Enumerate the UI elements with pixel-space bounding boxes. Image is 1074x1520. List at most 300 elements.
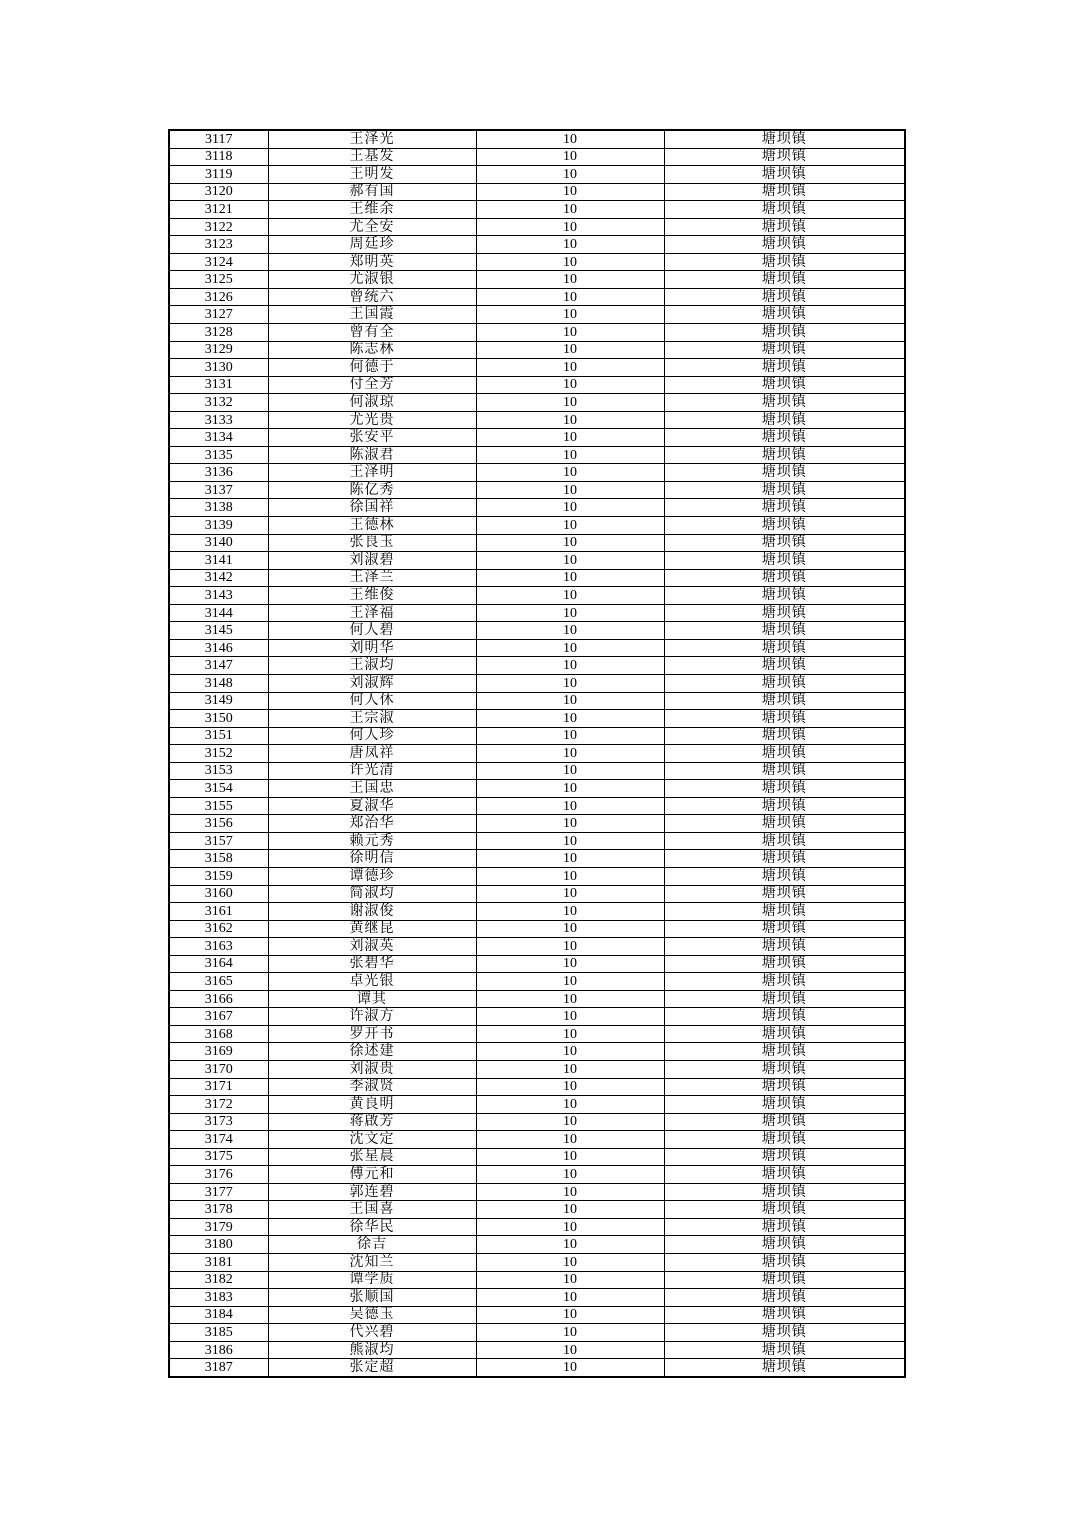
table-row xyxy=(169,1359,905,1377)
table-row xyxy=(169,464,905,482)
row-number-cell: 3133 xyxy=(169,411,268,429)
town-cell: 塘坝镇 xyxy=(664,306,905,324)
amount-cell: 10 xyxy=(476,1254,664,1272)
table-row xyxy=(169,1341,905,1359)
amount-cell: 10 xyxy=(476,903,664,921)
row-number-cell: 3118 xyxy=(169,148,268,166)
town-cell: 塘坝镇 xyxy=(664,973,905,991)
table-row xyxy=(169,411,905,429)
name-cell: 罗开书 xyxy=(268,1025,476,1043)
row-number-cell: 3125 xyxy=(169,271,268,289)
name-cell: 代兴碧 xyxy=(268,1324,476,1342)
table-row xyxy=(169,1113,905,1131)
town-cell: 塘坝镇 xyxy=(664,674,905,692)
row-number-cell: 3166 xyxy=(169,990,268,1008)
row-number-cell: 3175 xyxy=(169,1148,268,1166)
table-row xyxy=(169,727,905,745)
row-number-cell: 3146 xyxy=(169,639,268,657)
row-number-cell: 3176 xyxy=(169,1166,268,1184)
town-cell: 塘坝镇 xyxy=(664,1359,905,1377)
town-cell: 塘坝镇 xyxy=(664,587,905,605)
name-cell: 王淑均 xyxy=(268,657,476,675)
town-cell: 塘坝镇 xyxy=(664,1096,905,1114)
row-number-cell: 3174 xyxy=(169,1131,268,1149)
town-cell: 塘坝镇 xyxy=(664,130,905,148)
row-number-cell: 3126 xyxy=(169,288,268,306)
amount-cell: 10 xyxy=(476,973,664,991)
town-cell: 塘坝镇 xyxy=(664,710,905,728)
amount-cell: 10 xyxy=(476,850,664,868)
town-cell: 塘坝镇 xyxy=(664,1289,905,1307)
table-row xyxy=(169,674,905,692)
table-row xyxy=(169,938,905,956)
row-number-cell: 3150 xyxy=(169,710,268,728)
table-row xyxy=(169,692,905,710)
town-cell: 塘坝镇 xyxy=(664,990,905,1008)
town-cell: 塘坝镇 xyxy=(664,1341,905,1359)
amount-cell: 10 xyxy=(476,429,664,447)
name-cell: 夏淑华 xyxy=(268,797,476,815)
amount-cell: 10 xyxy=(476,306,664,324)
name-cell: 陈亿秀 xyxy=(268,481,476,499)
table-row xyxy=(169,885,905,903)
amount-cell: 10 xyxy=(476,1131,664,1149)
amount-cell: 10 xyxy=(476,1201,664,1219)
amount-cell: 10 xyxy=(476,920,664,938)
row-number-cell: 3140 xyxy=(169,534,268,552)
amount-cell: 10 xyxy=(476,1341,664,1359)
amount-cell: 10 xyxy=(476,394,664,412)
town-cell: 塘坝镇 xyxy=(664,253,905,271)
amount-cell: 10 xyxy=(476,780,664,798)
table-row xyxy=(169,1201,905,1219)
amount-cell: 10 xyxy=(476,1271,664,1289)
amount-cell: 10 xyxy=(476,236,664,254)
amount-cell: 10 xyxy=(476,1306,664,1324)
town-cell: 塘坝镇 xyxy=(664,657,905,675)
amount-cell: 10 xyxy=(476,288,664,306)
town-cell: 塘坝镇 xyxy=(664,938,905,956)
name-cell: 曾统六 xyxy=(268,288,476,306)
name-cell: 郝有国 xyxy=(268,183,476,201)
row-number-cell: 3173 xyxy=(169,1113,268,1131)
row-number-cell: 3143 xyxy=(169,587,268,605)
town-cell: 塘坝镇 xyxy=(664,1060,905,1078)
table-row xyxy=(169,1148,905,1166)
town-cell: 塘坝镇 xyxy=(664,429,905,447)
name-cell: 徐华民 xyxy=(268,1218,476,1236)
town-cell: 塘坝镇 xyxy=(664,797,905,815)
row-number-cell: 3167 xyxy=(169,1008,268,1026)
row-number-cell: 3154 xyxy=(169,780,268,798)
table-row xyxy=(169,657,905,675)
amount-cell: 10 xyxy=(476,1166,664,1184)
town-cell: 塘坝镇 xyxy=(664,955,905,973)
town-cell: 塘坝镇 xyxy=(664,1166,905,1184)
row-number-cell: 3165 xyxy=(169,973,268,991)
name-cell: 何淑琼 xyxy=(268,394,476,412)
row-number-cell: 3147 xyxy=(169,657,268,675)
table-row xyxy=(169,990,905,1008)
amount-cell: 10 xyxy=(476,166,664,184)
amount-cell: 10 xyxy=(476,341,664,359)
row-number-cell: 3121 xyxy=(169,201,268,219)
amount-cell: 10 xyxy=(476,867,664,885)
table-row xyxy=(169,359,905,377)
name-cell: 付全芳 xyxy=(268,376,476,394)
table-row xyxy=(169,1218,905,1236)
amount-cell: 10 xyxy=(476,411,664,429)
amount-cell: 10 xyxy=(476,885,664,903)
town-cell: 塘坝镇 xyxy=(664,341,905,359)
town-cell: 塘坝镇 xyxy=(664,692,905,710)
name-cell: 徐国祥 xyxy=(268,499,476,517)
table-row xyxy=(169,1008,905,1026)
name-cell: 王基发 xyxy=(268,148,476,166)
name-cell: 王维余 xyxy=(268,201,476,219)
row-number-cell: 3144 xyxy=(169,604,268,622)
name-cell: 张良玉 xyxy=(268,534,476,552)
name-cell: 谭德珍 xyxy=(268,867,476,885)
name-cell: 许淑方 xyxy=(268,1008,476,1026)
table-row xyxy=(169,780,905,798)
row-number-cell: 3145 xyxy=(169,622,268,640)
table-row xyxy=(169,499,905,517)
town-cell: 塘坝镇 xyxy=(664,604,905,622)
amount-cell: 10 xyxy=(476,271,664,289)
table-row xyxy=(169,587,905,605)
row-number-cell: 3135 xyxy=(169,446,268,464)
table-row xyxy=(169,903,905,921)
amount-cell: 10 xyxy=(476,201,664,219)
row-number-cell: 3168 xyxy=(169,1025,268,1043)
name-cell: 傅元和 xyxy=(268,1166,476,1184)
amount-cell: 10 xyxy=(476,534,664,552)
name-cell: 尤全安 xyxy=(268,218,476,236)
name-cell: 谭学质 xyxy=(268,1271,476,1289)
table-row xyxy=(169,341,905,359)
town-cell: 塘坝镇 xyxy=(664,903,905,921)
name-cell: 许光清 xyxy=(268,762,476,780)
name-cell: 王德林 xyxy=(268,517,476,535)
row-number-cell: 3127 xyxy=(169,306,268,324)
row-number-cell: 3171 xyxy=(169,1078,268,1096)
row-number-cell: 3130 xyxy=(169,359,268,377)
name-cell: 王国喜 xyxy=(268,1201,476,1219)
name-cell: 黄继昆 xyxy=(268,920,476,938)
row-number-cell: 3178 xyxy=(169,1201,268,1219)
table-row xyxy=(169,1183,905,1201)
name-cell: 何人珍 xyxy=(268,727,476,745)
table-row xyxy=(169,130,905,148)
amount-cell: 10 xyxy=(476,710,664,728)
town-cell: 塘坝镇 xyxy=(664,1025,905,1043)
amount-cell: 10 xyxy=(476,1324,664,1342)
amount-cell: 10 xyxy=(476,587,664,605)
name-cell: 沈知兰 xyxy=(268,1254,476,1272)
name-cell: 王泽光 xyxy=(268,130,476,148)
name-cell: 刘明华 xyxy=(268,639,476,657)
name-cell: 王国忠 xyxy=(268,780,476,798)
table-row xyxy=(169,762,905,780)
town-cell: 塘坝镇 xyxy=(664,359,905,377)
amount-cell: 10 xyxy=(476,148,664,166)
row-number-cell: 3169 xyxy=(169,1043,268,1061)
table-row xyxy=(169,446,905,464)
amount-cell: 10 xyxy=(476,955,664,973)
name-cell: 郑治华 xyxy=(268,815,476,833)
name-cell: 卓光银 xyxy=(268,973,476,991)
name-cell: 刘淑辉 xyxy=(268,674,476,692)
town-cell: 塘坝镇 xyxy=(664,1324,905,1342)
table-row xyxy=(169,1025,905,1043)
row-number-cell: 3141 xyxy=(169,552,268,570)
row-number-cell: 3142 xyxy=(169,569,268,587)
name-cell: 何人休 xyxy=(268,692,476,710)
name-cell: 陈淑君 xyxy=(268,446,476,464)
row-number-cell: 3129 xyxy=(169,341,268,359)
town-cell: 塘坝镇 xyxy=(664,1218,905,1236)
town-cell: 塘坝镇 xyxy=(664,1271,905,1289)
amount-cell: 10 xyxy=(476,604,664,622)
table-row xyxy=(169,745,905,763)
row-number-cell: 3131 xyxy=(169,376,268,394)
row-number-cell: 3117 xyxy=(169,130,268,148)
town-cell: 塘坝镇 xyxy=(664,1148,905,1166)
row-number-cell: 3136 xyxy=(169,464,268,482)
table-row xyxy=(169,604,905,622)
town-cell: 塘坝镇 xyxy=(664,376,905,394)
row-number-cell: 3119 xyxy=(169,166,268,184)
table-row xyxy=(169,1096,905,1114)
table-row xyxy=(169,920,905,938)
town-cell: 塘坝镇 xyxy=(664,271,905,289)
town-cell: 塘坝镇 xyxy=(664,552,905,570)
table-row xyxy=(169,324,905,342)
town-cell: 塘坝镇 xyxy=(664,1043,905,1061)
row-number-cell: 3137 xyxy=(169,481,268,499)
amount-cell: 10 xyxy=(476,1183,664,1201)
table-row xyxy=(169,973,905,991)
amount-cell: 10 xyxy=(476,183,664,201)
row-number-cell: 3151 xyxy=(169,727,268,745)
name-cell: 刘淑贵 xyxy=(268,1060,476,1078)
amount-cell: 10 xyxy=(476,745,664,763)
name-cell: 谭其 xyxy=(268,990,476,1008)
table-row xyxy=(169,955,905,973)
table-row xyxy=(169,867,905,885)
table-row xyxy=(169,710,905,728)
town-cell: 塘坝镇 xyxy=(664,236,905,254)
amount-cell: 10 xyxy=(476,1218,664,1236)
name-cell: 张安平 xyxy=(268,429,476,447)
amount-cell: 10 xyxy=(476,1060,664,1078)
name-cell: 郑明英 xyxy=(268,253,476,271)
row-number-cell: 3170 xyxy=(169,1060,268,1078)
amount-cell: 10 xyxy=(476,1008,664,1026)
row-number-cell: 3159 xyxy=(169,867,268,885)
row-number-cell: 3124 xyxy=(169,253,268,271)
row-number-cell: 3148 xyxy=(169,674,268,692)
name-cell: 李淑贤 xyxy=(268,1078,476,1096)
row-number-cell: 3128 xyxy=(169,324,268,342)
row-number-cell: 3183 xyxy=(169,1289,268,1307)
town-cell: 塘坝镇 xyxy=(664,218,905,236)
town-cell: 塘坝镇 xyxy=(664,1078,905,1096)
row-number-cell: 3157 xyxy=(169,832,268,850)
name-cell: 张星晨 xyxy=(268,1148,476,1166)
table-row xyxy=(169,569,905,587)
town-cell: 塘坝镇 xyxy=(664,745,905,763)
town-cell: 塘坝镇 xyxy=(664,1183,905,1201)
row-number-cell: 3180 xyxy=(169,1236,268,1254)
amount-cell: 10 xyxy=(476,797,664,815)
table-row xyxy=(169,850,905,868)
name-cell: 赖元秀 xyxy=(268,832,476,850)
row-number-cell: 3186 xyxy=(169,1341,268,1359)
amount-cell: 10 xyxy=(476,762,664,780)
row-number-cell: 3162 xyxy=(169,920,268,938)
name-cell: 王明发 xyxy=(268,166,476,184)
amount-cell: 10 xyxy=(476,832,664,850)
table-row xyxy=(169,1166,905,1184)
row-number-cell: 3172 xyxy=(169,1096,268,1114)
row-number-cell: 3134 xyxy=(169,429,268,447)
amount-cell: 10 xyxy=(476,218,664,236)
table-row xyxy=(169,1271,905,1289)
town-cell: 塘坝镇 xyxy=(664,1201,905,1219)
town-cell: 塘坝镇 xyxy=(664,1236,905,1254)
table-row xyxy=(169,1043,905,1061)
amount-cell: 10 xyxy=(476,674,664,692)
name-cell: 蒋啟芳 xyxy=(268,1113,476,1131)
amount-cell: 10 xyxy=(476,481,664,499)
name-cell: 王泽福 xyxy=(268,604,476,622)
amount-cell: 10 xyxy=(476,1113,664,1131)
name-cell: 张定超 xyxy=(268,1359,476,1377)
town-cell: 塘坝镇 xyxy=(664,1306,905,1324)
table-row xyxy=(169,306,905,324)
name-cell: 吴德玉 xyxy=(268,1306,476,1324)
table-row xyxy=(169,534,905,552)
table-row xyxy=(169,429,905,447)
row-number-cell: 3164 xyxy=(169,955,268,973)
name-cell: 刘淑碧 xyxy=(268,552,476,570)
roster-body xyxy=(169,130,905,1377)
name-cell: 徐吉 xyxy=(268,1236,476,1254)
town-cell: 塘坝镇 xyxy=(664,446,905,464)
amount-cell: 10 xyxy=(476,815,664,833)
amount-cell: 10 xyxy=(476,517,664,535)
town-cell: 塘坝镇 xyxy=(664,411,905,429)
name-cell: 徐述建 xyxy=(268,1043,476,1061)
amount-cell: 10 xyxy=(476,569,664,587)
row-number-cell: 3163 xyxy=(169,938,268,956)
table-row xyxy=(169,166,905,184)
name-cell: 沈文定 xyxy=(268,1131,476,1149)
name-cell: 熊淑均 xyxy=(268,1341,476,1359)
row-number-cell: 3153 xyxy=(169,762,268,780)
amount-cell: 10 xyxy=(476,324,664,342)
town-cell: 塘坝镇 xyxy=(664,481,905,499)
amount-cell: 10 xyxy=(476,1078,664,1096)
row-number-cell: 3139 xyxy=(169,517,268,535)
name-cell: 黄良明 xyxy=(268,1096,476,1114)
table-row xyxy=(169,394,905,412)
roster-table xyxy=(168,129,906,1378)
table-row xyxy=(169,1060,905,1078)
row-number-cell: 3177 xyxy=(169,1183,268,1201)
table-row xyxy=(169,1324,905,1342)
amount-cell: 10 xyxy=(476,253,664,271)
amount-cell: 10 xyxy=(476,376,664,394)
row-number-cell: 3152 xyxy=(169,745,268,763)
row-number-cell: 3155 xyxy=(169,797,268,815)
row-number-cell: 3123 xyxy=(169,236,268,254)
amount-cell: 10 xyxy=(476,552,664,570)
row-number-cell: 3161 xyxy=(169,903,268,921)
amount-cell: 10 xyxy=(476,938,664,956)
town-cell: 塘坝镇 xyxy=(664,569,905,587)
name-cell: 刘淑英 xyxy=(268,938,476,956)
name-cell: 何人碧 xyxy=(268,622,476,640)
table-row xyxy=(169,288,905,306)
name-cell: 谢淑俊 xyxy=(268,903,476,921)
table-row xyxy=(169,832,905,850)
town-cell: 塘坝镇 xyxy=(664,639,905,657)
row-number-cell: 3122 xyxy=(169,218,268,236)
amount-cell: 10 xyxy=(476,1096,664,1114)
town-cell: 塘坝镇 xyxy=(664,727,905,745)
row-number-cell: 3185 xyxy=(169,1324,268,1342)
town-cell: 塘坝镇 xyxy=(664,867,905,885)
amount-cell: 10 xyxy=(476,1359,664,1377)
row-number-cell: 3149 xyxy=(169,692,268,710)
table-row xyxy=(169,1131,905,1149)
name-cell: 张碧华 xyxy=(268,955,476,973)
table-row xyxy=(169,815,905,833)
town-cell: 塘坝镇 xyxy=(664,183,905,201)
town-cell: 塘坝镇 xyxy=(664,201,905,219)
amount-cell: 10 xyxy=(476,130,664,148)
table-row xyxy=(169,218,905,236)
table-row xyxy=(169,1254,905,1272)
town-cell: 塘坝镇 xyxy=(664,517,905,535)
row-number-cell: 3132 xyxy=(169,394,268,412)
row-number-cell: 3182 xyxy=(169,1271,268,1289)
table-row xyxy=(169,201,905,219)
town-cell: 塘坝镇 xyxy=(664,464,905,482)
table-row xyxy=(169,1306,905,1324)
table-row xyxy=(169,639,905,657)
row-number-cell: 3179 xyxy=(169,1218,268,1236)
table-row xyxy=(169,517,905,535)
amount-cell: 10 xyxy=(476,499,664,517)
town-cell: 塘坝镇 xyxy=(664,166,905,184)
amount-cell: 10 xyxy=(476,657,664,675)
amount-cell: 10 xyxy=(476,446,664,464)
town-cell: 塘坝镇 xyxy=(664,534,905,552)
amount-cell: 10 xyxy=(476,1236,664,1254)
name-cell: 张顺国 xyxy=(268,1289,476,1307)
table-row xyxy=(169,253,905,271)
town-cell: 塘坝镇 xyxy=(664,850,905,868)
name-cell: 何德于 xyxy=(268,359,476,377)
row-number-cell: 3138 xyxy=(169,499,268,517)
name-cell: 郭连碧 xyxy=(268,1183,476,1201)
name-cell: 王维俊 xyxy=(268,587,476,605)
amount-cell: 10 xyxy=(476,1025,664,1043)
